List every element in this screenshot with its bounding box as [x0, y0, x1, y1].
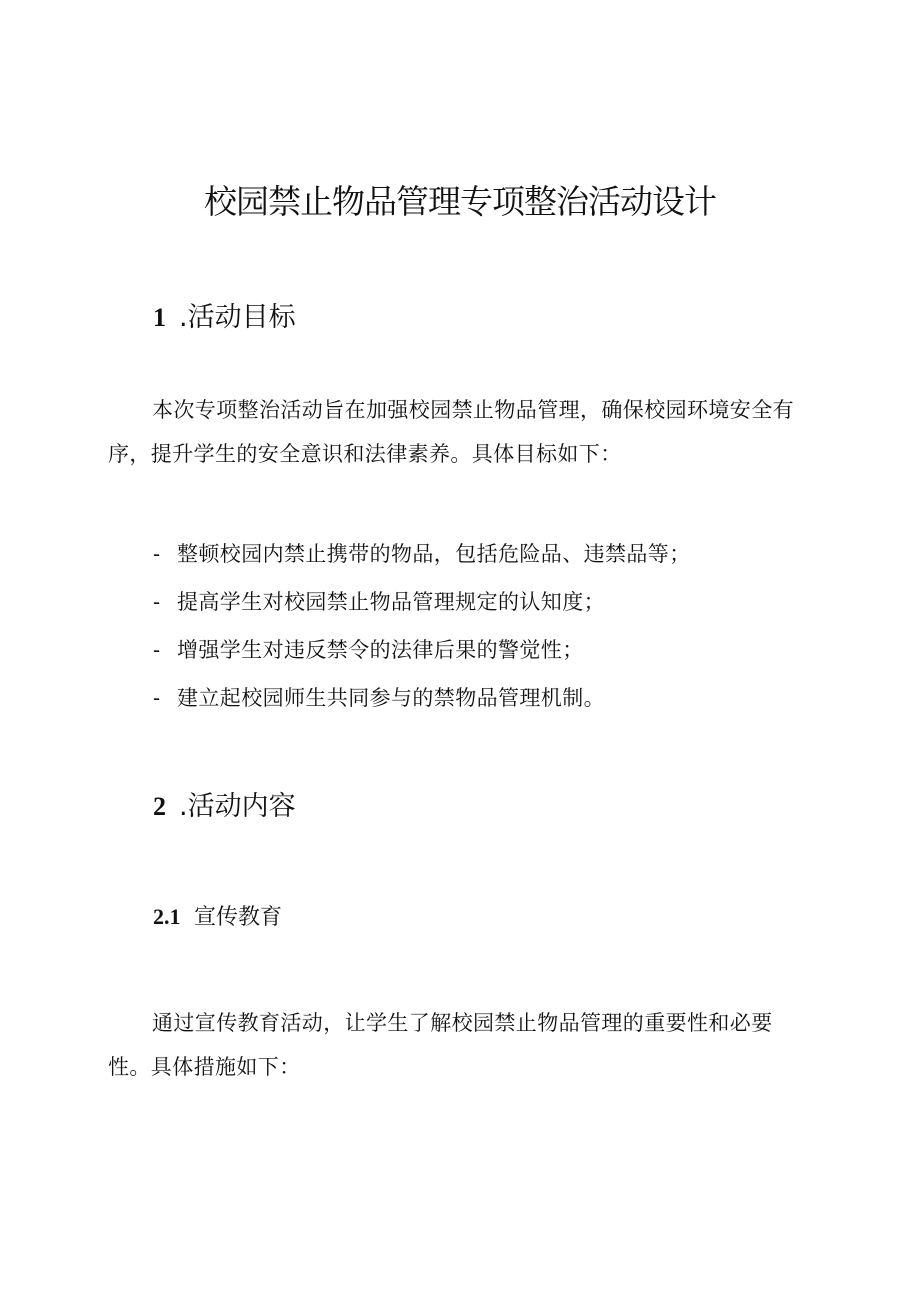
- section-1-title: .活动目标: [179, 302, 296, 333]
- section-2-title: .活动内容: [179, 791, 296, 822]
- list-item: - 增强学生对违反禁令的法律后果的警觉性；: [153, 628, 691, 676]
- bullet-dash: -: [153, 542, 161, 566]
- list-item: - 建立起校园师生共同参与的禁物品管理机制。: [153, 676, 691, 724]
- subsection-2-1-heading: [153, 902, 282, 933]
- section-2-number: 2: [153, 792, 166, 821]
- bullet-dash: -: [153, 590, 161, 614]
- goals-list: [153, 532, 691, 724]
- section-1-heading: [153, 300, 296, 336]
- subsection-2-1-paragraph: 通过宣传教育活动，让学生了解校园禁止物品管理的重要性和必要性。具体措施如下：: [108, 1011, 773, 1079]
- section-1-paragraph: 本次专项整治活动旨在加强校园禁止物品管理，确保校园环境安全有序，提升学生的安全意识和法律素养。具体目标如下：: [108, 398, 794, 466]
- list-item: - 整顿校园内禁止携带的物品，包括危险品、违禁品等；: [153, 532, 691, 580]
- bullet-dash: -: [153, 686, 161, 710]
- bullet-dash: -: [153, 638, 161, 662]
- document-title: 校园禁止物品管理专项整治活动设计: [204, 182, 716, 221]
- section-2-heading: [153, 789, 296, 825]
- subsection-2-1-title: 宣传教育: [194, 905, 283, 930]
- section-1-number: 1: [153, 303, 166, 332]
- list-item: - 提高学生对校园禁止物品管理规定的认知度；: [153, 580, 691, 628]
- subsection-2-1-number: 2.1: [153, 904, 181, 929]
